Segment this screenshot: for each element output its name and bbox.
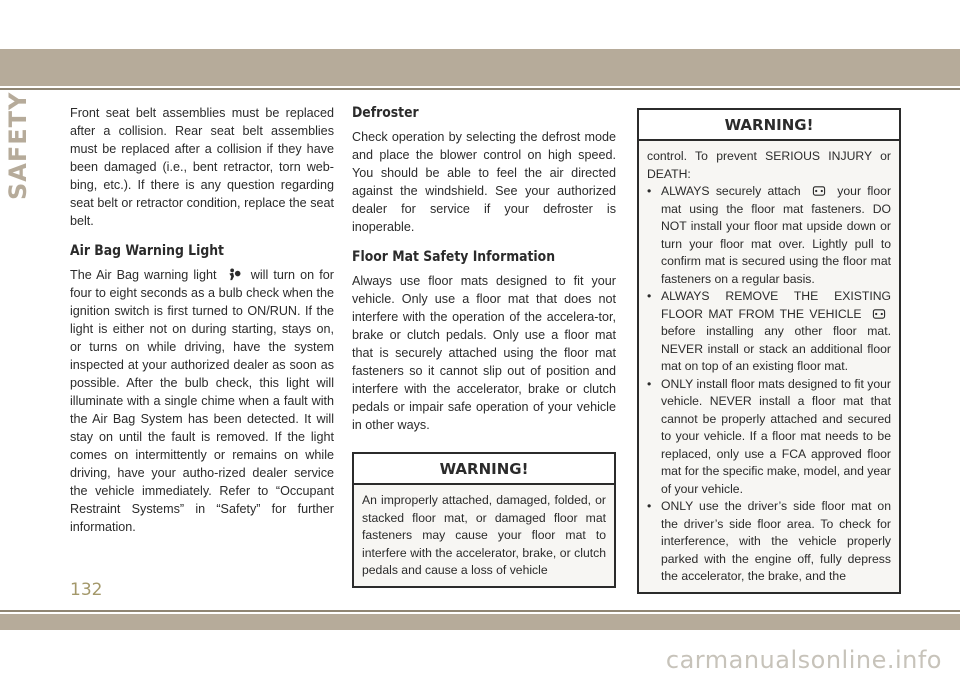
floor-mat-icon	[871, 307, 887, 320]
floor-mat-icon	[811, 184, 827, 197]
floor-mat-paragraph: Always use floor mats designed to fit your vehicle. Only use a floor mat that does not interfere with the operation of the accelera-tor, brake or clutch pedals. Only use a floor mat that is securely attached using the floor mat fasteners so it cannot slip out of position and interfere with the accelerator, brake or clutch pedals or impair safe operation of your vehicle in other ways.	[352, 274, 616, 432]
defroster-paragraph: Check operation by selecting the defrost mode and place the blower control on high speed. You should be able to feel the air directed against the windshield. See your authorized dealer for service if your defroster is inoperable.	[352, 130, 616, 234]
seat-belt-paragraph: Front seat belt assemblies must be replaced after a collision. Rear seat belt assemblies must be replaced after a collision if they have been damaged (i.e., bent retractor, torn web-bing, etc.). If there is any question regarding seat belt or retractor condition, replace the seat belt.	[70, 106, 334, 228]
warning-continued-text: control. To prevent SERIOUS INJURY or DEATH:	[647, 149, 891, 181]
bullet-text: ALWAYS securely attach	[661, 184, 801, 198]
warning-body	[639, 141, 899, 592]
section-tab-label: SAFETY	[4, 91, 32, 200]
top-margin	[0, 0, 960, 49]
column-left	[70, 104, 334, 536]
footer-band	[0, 614, 960, 630]
warning-bullet	[647, 183, 891, 288]
airbag-paragraph	[70, 266, 334, 536]
warning-box-continued	[637, 108, 901, 594]
column-middle	[352, 104, 616, 588]
page-number: 132	[70, 580, 103, 600]
warning-text: An improperly attached, damaged, folded, or stacked floor mat, or damaged floor mat fasteners may cause your floor mat to interfere with the accelerator, brake, or clutch pedals and cause a loss of vehicle	[362, 493, 606, 577]
bullet-text: ALWAYS REMOVE THE EXISTING FLOOR MAT FROM THE VEHICLE	[661, 289, 891, 321]
warning-bullet: • ONLY install floor mats designed to fit your vehicle. NEVER install a floor mat that cannot be properly attached and secured to your vehicle. If a floor mat needs to be replaced, only use a FCA approved floor mat for the specific make, model, and year of your vehicle.	[647, 376, 891, 499]
defroster-heading: Defroster	[352, 105, 419, 121]
warning-title: WARNING!	[639, 110, 899, 141]
column-right	[637, 108, 901, 594]
warning-title: WARNING!	[354, 454, 614, 485]
bullet-text: before installing any other floor mat. NEVER install or stack an additional floor mat on top of an existing floor mat.	[661, 324, 891, 373]
airbag-warning-icon	[226, 268, 242, 281]
warning-box-floor-mat	[352, 452, 616, 588]
warning-bullet	[647, 288, 891, 376]
warning-bullet: • ONLY use the driver’s side floor mat on the driver’s side floor area. To check for interference, with the vehicle properly parked with the engine off, fully depress the accelerator, the brake, and the	[647, 498, 891, 586]
header-band	[0, 49, 960, 86]
header-rule	[0, 88, 960, 90]
floor-mat-heading: Floor Mat Safety Information	[352, 249, 556, 265]
airbag-text-post: will turn on for four to eight seconds as a bulb check when the ignition switch is first turned to ON/RUN. If the light is either not on during starting, stays on, or turns on while driving, have the system inspected at your authorized dealer as soon as possible. After the bulb check, this light will illuminate with a single chime when a fault with the Air Bag System has been detected. It will stay on until the fault is removed. If the light comes on intermittently or remains on while driving, have your autho-rized dealer service the vehicle immediately. Refer to “Occupant Restraint Systems” in “Safety” for further information.	[70, 268, 335, 534]
airbag-text-pre: The Air Bag warning light	[70, 268, 217, 282]
warning-body	[354, 485, 614, 586]
bullet-text: your floor mat using the floor mat fasteners. DO NOT install your floor mat upside down or turn your floor mat over. Lightly pull to confirm mat is secured using the floor mat fasteners on a regular basis.	[661, 184, 892, 286]
warning-bullet-list	[647, 183, 891, 586]
watermark: carmanualsonline.info	[665, 646, 942, 674]
footer-rule	[0, 610, 960, 612]
airbag-heading: Air Bag Warning Light	[70, 243, 224, 259]
